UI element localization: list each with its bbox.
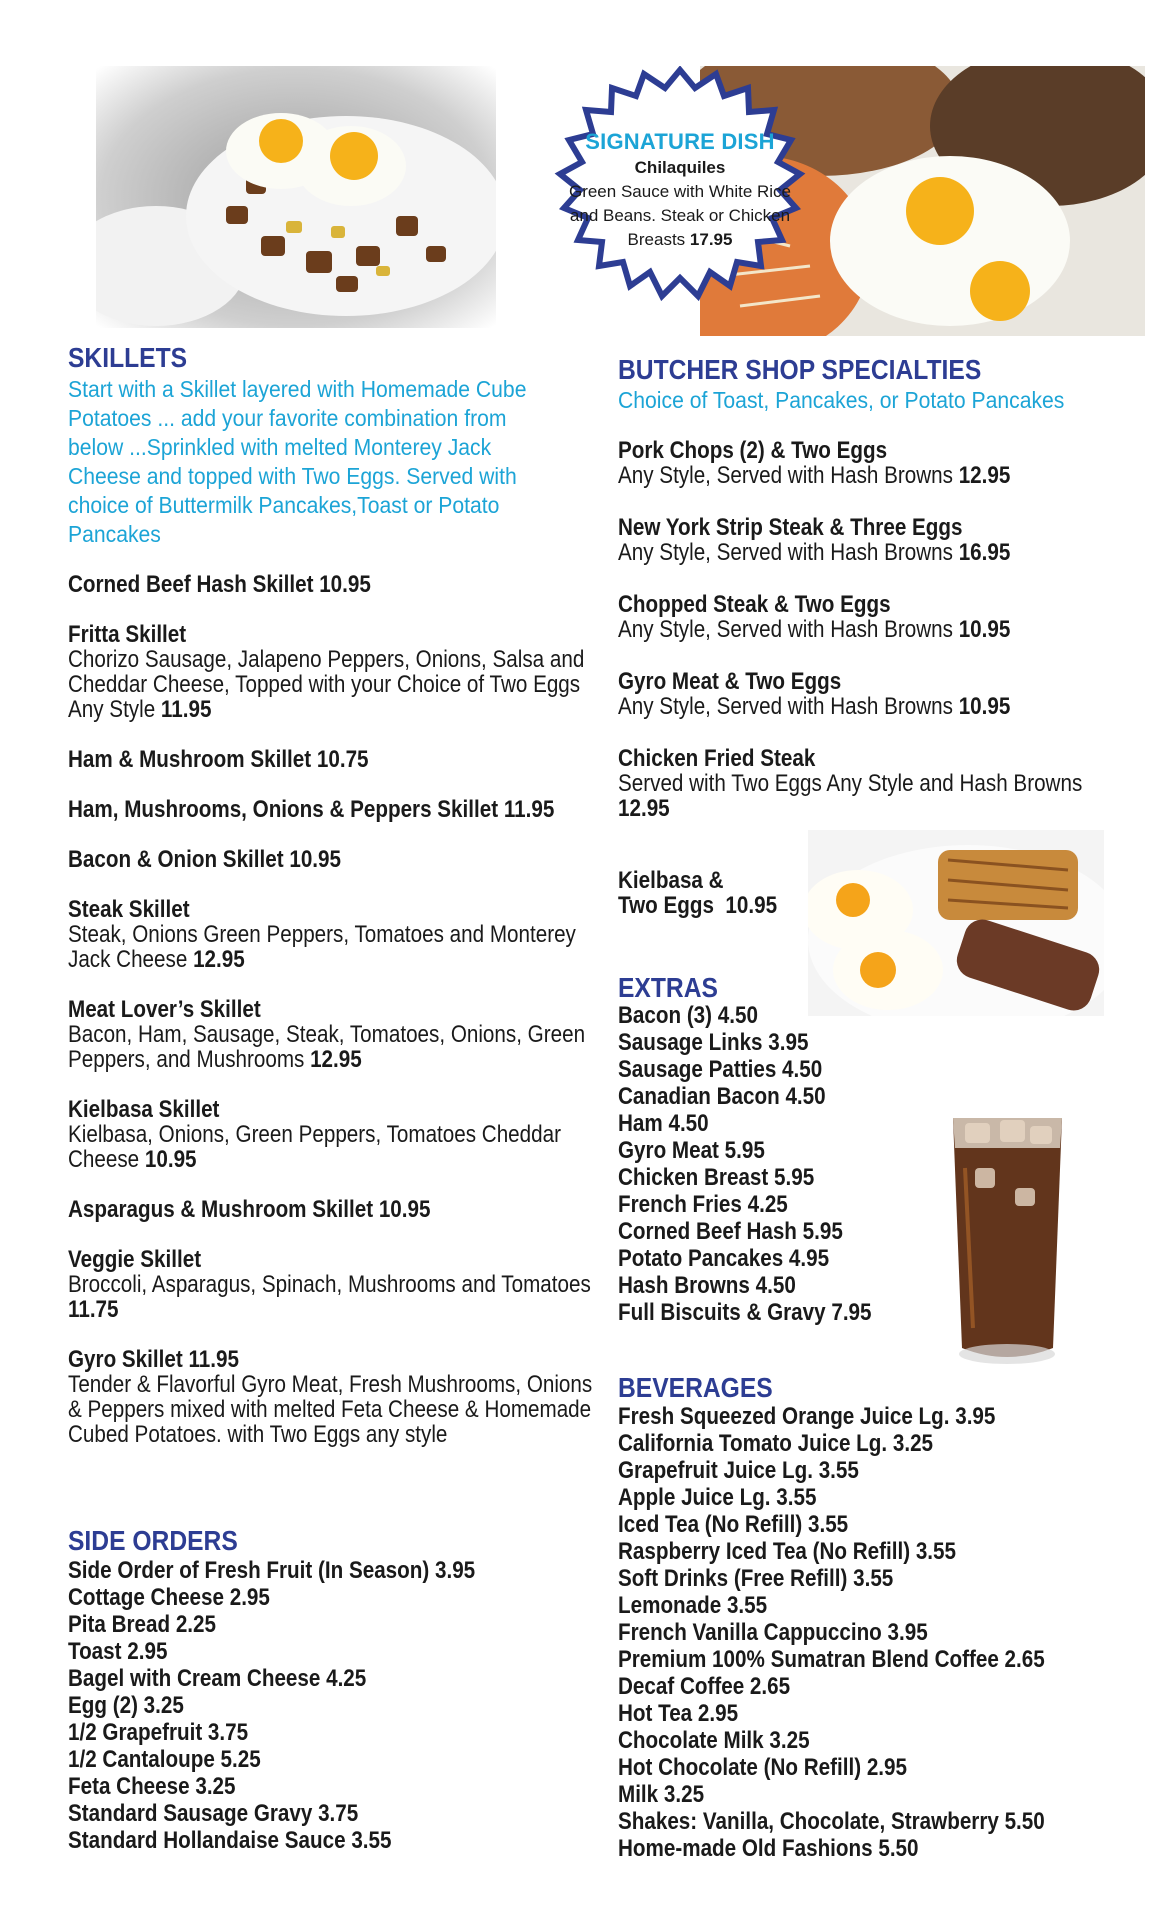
side-order-item: Standard Sausage Gravy 3.75	[68, 1800, 359, 1827]
item-description: Bacon, Ham, Sausage, Steak, Tomatoes, Onions, Green Peppers, and Mushrooms	[68, 1021, 586, 1073]
item-price: 10.95	[289, 846, 341, 873]
butcher-item	[618, 592, 1125, 642]
extra-item: Sausage Patties 4.50	[618, 1056, 823, 1083]
item-description-line	[68, 647, 596, 722]
skillet-item	[68, 997, 596, 1072]
extra-item: French Fries 4.25	[618, 1191, 788, 1218]
signature-dish-name: Chilaquiles	[634, 158, 726, 177]
skillets-list	[68, 571, 593, 1472]
side-order-item: Egg (2) 3.25	[68, 1692, 184, 1719]
signature-dish-title: SIGNATURE DISH	[585, 129, 775, 154]
item-name: Kielbasa Skillet	[68, 1096, 220, 1123]
kielbasa-photo	[808, 830, 1104, 1016]
side-orders-heading: SIDE ORDERS	[68, 1525, 238, 1556]
beverage-item: Milk 3.25	[618, 1781, 705, 1808]
item-price: 10.95	[958, 693, 1011, 720]
item-price: 10.95	[144, 1146, 197, 1173]
skillet-item-header	[68, 747, 596, 772]
skillet-item-header	[68, 897, 596, 922]
signature-dish-badge	[520, 66, 840, 308]
beverage-item: Fresh Squeezed Orange Juice Lg. 3.95	[618, 1403, 996, 1430]
item-price: 10.95	[958, 616, 1011, 643]
beverage-item: California Tomato Juice Lg. 3.25	[618, 1430, 934, 1457]
item-description-line	[618, 540, 1125, 565]
item-description-line	[618, 617, 1125, 642]
butcher-heading: BUTCHER SHOP SPECIALTIES	[618, 354, 982, 385]
item-name: Bacon & Onion Skillet	[68, 846, 284, 873]
iced-drink-photo	[945, 1108, 1070, 1370]
side-orders-list	[68, 1557, 475, 1854]
side-order-item: Standard Hollandaise Sauce 3.55	[68, 1827, 392, 1854]
item-name: Corned Beef Hash Skillet	[68, 571, 314, 598]
skillet-item-header	[68, 1347, 596, 1372]
skillet-item-header	[68, 1197, 596, 1222]
side-order-item: 1/2 Grapefruit 3.75	[68, 1719, 249, 1746]
side-order-item: Side Order of Fresh Fruit (In Season) 3.95	[68, 1557, 476, 1584]
item-description-line	[68, 1272, 596, 1322]
beverage-item: Shakes: Vanilla, Chocolate, Strawberry 5.50	[618, 1808, 1045, 1835]
beverage-item: Home-made Old Fashions 5.50	[618, 1835, 919, 1862]
item-description: Broccoli, Asparagus, Spinach, Mushrooms and Tomatoes	[68, 1271, 591, 1298]
item-price: 10.95	[319, 571, 371, 598]
extra-item: Potato Pancakes 4.95	[618, 1245, 830, 1272]
item-price: 12.95	[193, 946, 245, 973]
item-price: 12.95	[310, 1046, 362, 1073]
item-price: 16.95	[958, 539, 1011, 566]
item-name: Gyro Skillet	[68, 1346, 183, 1373]
beverage-item: Chocolate Milk 3.25	[618, 1727, 810, 1754]
beverage-item: French Vanilla Cappuccino 3.95	[618, 1619, 928, 1646]
item-price: 11.95	[160, 696, 212, 723]
side-order-item: 1/2 Cantaloupe 5.25	[68, 1746, 261, 1773]
item-description: Any Style, Served with Hash Browns	[618, 462, 953, 489]
skillet-item-header	[68, 572, 596, 597]
item-price: 12.95	[618, 795, 670, 822]
signature-dish-text	[560, 128, 800, 252]
item-description: Any Style, Served with Hash Browns	[618, 539, 953, 566]
skillet-item	[68, 847, 596, 872]
beverages-list	[618, 1403, 1045, 1862]
beverage-item: Soft Drinks (Free Refill) 3.55	[618, 1565, 894, 1592]
extra-item: Ham 4.50	[618, 1110, 709, 1137]
skillet-item	[68, 1097, 596, 1172]
extras-heading: EXTRAS	[618, 972, 718, 1003]
item-name: Meat Lover’s Skillet	[68, 996, 261, 1023]
item-description: Kielbasa, Onions, Green Peppers, Tomatoes Cheddar Cheese	[68, 1121, 561, 1173]
beverage-item: Raspberry Iced Tea (No Refill) 3.55	[618, 1538, 957, 1565]
skillet-item	[68, 1197, 596, 1222]
beverage-item: Lemonade 3.55	[618, 1592, 768, 1619]
item-name: Pork Chops (2) & Two Eggs	[618, 437, 888, 464]
item-price: 10.75	[316, 746, 369, 773]
item-name: Gyro Meat & Two Eggs	[618, 668, 842, 695]
side-order-item: Cottage Cheese 2.95	[68, 1584, 270, 1611]
skillet-item	[68, 1347, 596, 1447]
beverages-heading: BEVERAGES	[618, 1372, 773, 1403]
beverage-item: Grapefruit Juice Lg. 3.55	[618, 1457, 859, 1484]
extra-item: Sausage Links 3.95	[618, 1029, 809, 1056]
item-name: Fritta Skillet	[68, 621, 187, 648]
item-description-line	[68, 1022, 596, 1072]
skillets-intro: Start with a Skillet layered with Homemade Cube Potatoes ... add your favorite combination from below ...Sprinkled with melted Monterey Jack Cheese and topped with Two Eggs. Served with choice of Buttermilk Pancakes,Toast or Potato Pancakes	[68, 376, 527, 547]
beverage-item: Iced Tea (No Refill) 3.55	[618, 1511, 849, 1538]
item-price: 10.95	[378, 1196, 431, 1223]
beverage-item: Premium 100% Sumatran Blend Coffee 2.65	[618, 1646, 1045, 1673]
item-name: Steak Skillet	[68, 896, 190, 923]
signature-dish-description: Green Sauce with White Rice and Beans. Steak or Chicken Breasts 17.95	[568, 182, 792, 249]
skillet-item	[68, 797, 596, 822]
side-order-item: Pita Bread 2.25	[68, 1611, 217, 1638]
item-name: Chopped Steak & Two Eggs	[618, 591, 891, 618]
beverage-item: Hot Chocolate (No Refill) 2.95	[618, 1754, 908, 1781]
skillet-item	[68, 897, 596, 972]
item-name: New York Strip Steak & Three Eggs	[618, 514, 963, 541]
side-order-item: Toast 2.95	[68, 1638, 168, 1665]
item-name: Ham, Mushrooms, Onions & Peppers Skillet	[68, 796, 499, 823]
item-name: Chicken Fried Steak	[618, 745, 816, 772]
item-price: 11.75	[68, 1296, 119, 1323]
skillet-item	[68, 747, 596, 772]
item-name-line2: Two Eggs 10.95	[618, 892, 778, 919]
item-description-line	[68, 922, 596, 972]
item-description-line	[618, 771, 1125, 821]
item-description: Chorizo Sausage, Jalapeno Peppers, Onions, Salsa and Cheddar Cheese, Topped with your Choice of Two Eggs Any Style	[68, 646, 585, 723]
skillet-item	[68, 1247, 596, 1322]
item-description-line	[618, 463, 1125, 488]
skillet-item-header	[68, 847, 596, 872]
butcher-item	[618, 669, 1125, 719]
butcher-list	[618, 438, 1118, 848]
item-name: Veggie Skillet	[68, 1246, 202, 1273]
butcher-item	[618, 515, 1125, 565]
side-order-item: Feta Cheese 3.25	[68, 1773, 236, 1800]
item-name: Kielbasa &	[618, 867, 724, 894]
extras-list	[618, 1002, 872, 1326]
skillets-heading: SKILLETS	[68, 342, 188, 373]
item-description: Served with Two Eggs Any Style and Hash Browns	[618, 770, 1083, 797]
beverage-item: Decaf Coffee 2.65	[618, 1673, 791, 1700]
side-order-item: Bagel with Cream Cheese 4.25	[68, 1665, 367, 1692]
item-description: Any Style, Served with Hash Browns	[618, 693, 953, 720]
extra-item: Gyro Meat 5.95	[618, 1137, 765, 1164]
skillet-item-header	[68, 1247, 596, 1272]
skillet-item	[68, 622, 596, 722]
beverage-item: Apple Juice Lg. 3.55	[618, 1484, 817, 1511]
item-price: 10.95	[725, 892, 778, 919]
skillet-item-header	[68, 997, 596, 1022]
item-description-line	[68, 1122, 596, 1172]
item-price: 11.95	[188, 1346, 239, 1373]
item-name: Asparagus & Mushroom Skillet	[68, 1196, 374, 1223]
skillet-item-header	[68, 1097, 596, 1122]
extra-item: Full Biscuits & Gravy 7.95	[618, 1299, 872, 1326]
butcher-item	[618, 746, 1125, 821]
skillet-photo	[96, 66, 496, 328]
extra-item: Corned Beef Hash 5.95	[618, 1218, 843, 1245]
item-price: 12.95	[958, 462, 1011, 489]
butcher-item	[618, 438, 1125, 488]
item-description: Any Style, Served with Hash Browns	[618, 616, 953, 643]
skillet-item-header	[68, 797, 596, 822]
skillet-item	[68, 572, 596, 597]
skillet-item-header	[68, 622, 596, 647]
item-price: 11.95	[503, 796, 555, 823]
item-description: Steak, Onions Green Peppers, Tomatoes and Monterey Jack Cheese	[68, 921, 576, 973]
extra-item: Canadian Bacon 4.50	[618, 1083, 826, 1110]
extra-item: Hash Browns 4.50	[618, 1272, 796, 1299]
extra-item: Chicken Breast 5.95	[618, 1164, 815, 1191]
butcher-subheading: Choice of Toast, Pancakes, or Potato Pancakes	[618, 387, 1065, 413]
item-name: Ham & Mushroom Skillet	[68, 746, 312, 773]
beverage-item: Hot Tea 2.95	[618, 1700, 739, 1727]
extra-item: Bacon (3) 4.50	[618, 1002, 758, 1029]
signature-dish-price: 17.95	[689, 230, 733, 249]
item-description-line	[618, 694, 1125, 719]
kielbasa-eggs-item	[618, 868, 777, 918]
item-description: Tender & Flavorful Gyro Meat, Fresh Mushrooms, Onions & Peppers mixed with melted Feta Cheese & Homemade Cubed Potatoes. with Two Eggs any style	[68, 1371, 593, 1448]
